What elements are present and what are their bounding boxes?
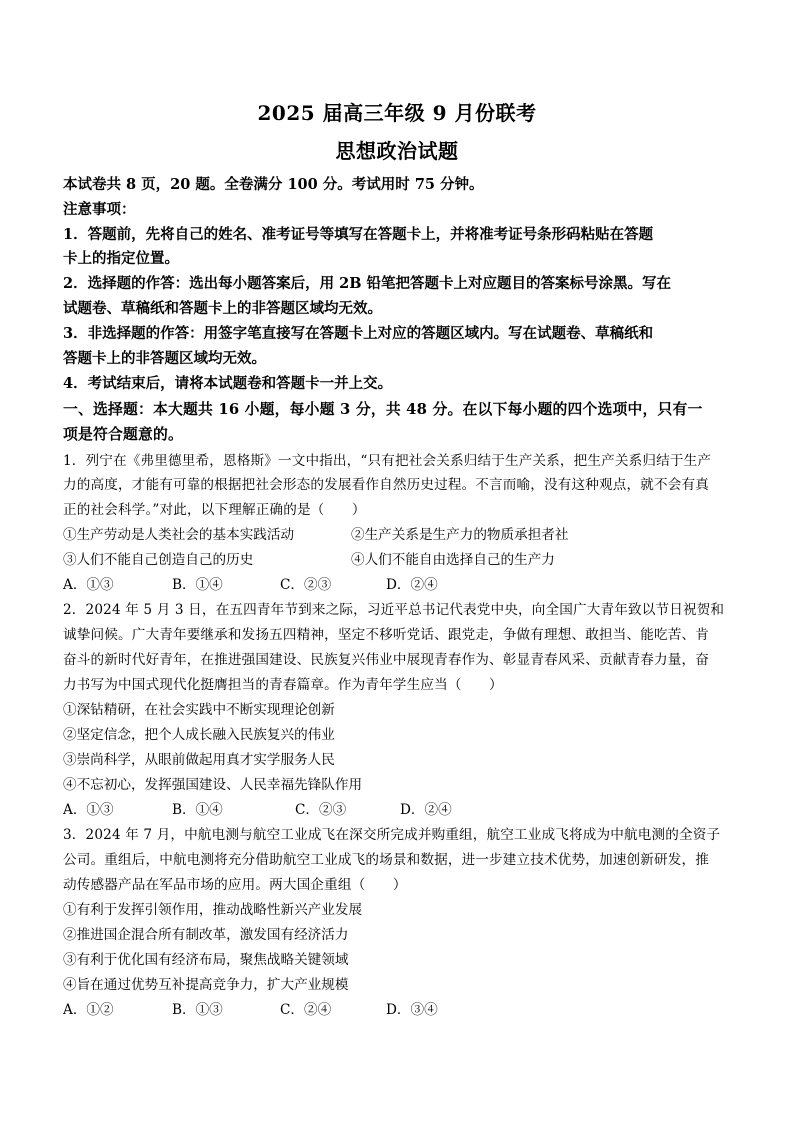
q3-stem-line-3: 动传感器产品在军品市场的应用。两大国企重组（ ） [63,877,407,893]
exam-intro: 本试卷共 8 页，20 题。全卷满分 100 分。考试用时 75 分钟。 [63,176,484,193]
q1-stem-line-2: 力的高度，才能有可靠的根据把社会形态的发展看作自然历史过程。不言而喻，没有这种观点，就不会有真 [63,477,709,493]
q1-option-1: ①生产劳动是人类社会的基本实践活动 [63,527,295,543]
q3-stem-line-2: 公司。重组后，中航电测将充分借助航空工业成飞的场景和数据，进一步建立技术优势，加速创新研发，推 [63,852,709,868]
q3-option-4: ④旨在通过优势互补提高竞争力，扩大产业规模 [63,977,349,993]
q3-answer-c: C．②④ [280,1002,332,1018]
q2-option-1: ①深钻精研，在社会实践中不断实现理论创新 [63,702,335,718]
q3-answer-b: B．①③ [172,1002,223,1018]
q1-option-2: ②生产关系是生产力的物质承担者社 [351,527,569,543]
q3-option-3: ③有利于优化国有经济布局，聚焦战略关键领域 [63,952,349,968]
q2-stem-line-2: 诚挚问候。广大青年要继承和发扬五四精神，坚定不移听党话、跟党走，争做有理想、敢担当、能吃苦、肯 [63,627,709,643]
section-heading-line-2: 项是符合题意的。 [63,426,183,443]
q3-stem-line-1: 3．2024 年 7 月，中航电测与航空工业成飞在深交所完成并购重组，航空工业成飞将成为中航电测的全资子 [63,827,721,843]
notice-item-1-line-1: 1．答题前，先将自己的姓名、准考证号等填写在答题卡上，并将准考证号条形码粘贴在答题 [63,226,654,243]
q1-answer-c: C．②③ [280,577,332,593]
q1-stem-line-1: 1．列宁在《弗里德里希，恩格斯》一文中指出，“只有把社会关系归结于生产关系，把生产关系归结于生产 [63,453,712,469]
q1-stem-line-3: 正的社会科学。”对此，以下理解正确的是（ ） [63,502,366,518]
q2-answer-b: B．①④ [172,802,223,818]
notice-item-2-line-2: 试题卷、草稿纸和答题卡上的非答题区域均无效。 [63,300,382,317]
q3-answer-d: D．③④ [386,1002,438,1018]
notice-item-3-line-2: 答题卡上的非答题区域均无效。 [63,350,266,367]
q2-answer-c: C．②③ [295,802,347,818]
q2-option-3: ③崇尚科学，从眼前做起用真才实学服务人民 [63,752,335,768]
q3-option-1: ①有利于发挥引领作用，推动战略性新兴产业发展 [63,902,363,918]
q1-option-4: ④人们不能自由选择自己的生产力 [351,552,555,568]
q2-stem-line-4: 力书写为中国式现代化挺膺担当的青春篇章。作为青年学生应当（ ） [63,677,503,693]
notice-item-3-line-1: 3．非选择题的作答：用签字笔直接写在答题卡上对应的答题区域内。写在试题卷、草稿纸和 [63,325,654,342]
q2-answer-a: A．①③ [63,802,114,818]
exam-title: 2025 届高三年级 9 月份联考 [257,101,537,125]
q1-answer-b: B．①④ [172,577,223,593]
notice-heading: 注意事项： [63,201,136,218]
q2-option-4: ④不忘初心，发挥强国建设、人民幸福先锋队作用 [63,777,363,793]
q2-option-2: ②坚定信念，把个人成长融入民族复兴的伟业 [63,727,335,743]
exam-subject: 思想政治试题 [335,139,459,163]
q1-option-3: ③人们不能自己创造自己的历史 [63,552,254,568]
q2-stem-line-1: 2．2024 年 5 月 3 日，在五四青年节到来之际，习近平总书记代表党中央，向全国广大青年致以节日祝贺和 [63,602,725,618]
q3-option-2: ②推进国企混合所有制改革，激发国有经济活力 [63,927,349,943]
q2-stem-line-3: 奋斗的新时代好青年，在推进强国建设、民族复兴伟业中展现青春作为、彰显青春风采、贡献青春力量，奋 [63,652,709,668]
q3-answer-a: A．①② [63,1002,114,1018]
section-heading-line-1: 一、选择题：本大题共 16 小题，每小题 3 分，共 48 分。在以下每小题的四个选项中，只有一 [63,401,703,418]
q1-answer-d: D．②④ [386,577,438,593]
q2-answer-d: D．②④ [400,802,452,818]
notice-item-2-line-1: 2．选择题的作答：选出每小题答案后，用 2B 铅笔把答题卡上对应题目的答案标号涂黑。写在 [63,275,672,292]
notice-item-4: 4．考试结束后，请将本试题卷和答题卡一并上交。 [63,375,393,392]
q1-answer-a: A．①③ [63,577,114,593]
notice-item-1-line-2: 卡上的指定位置。 [63,250,179,267]
